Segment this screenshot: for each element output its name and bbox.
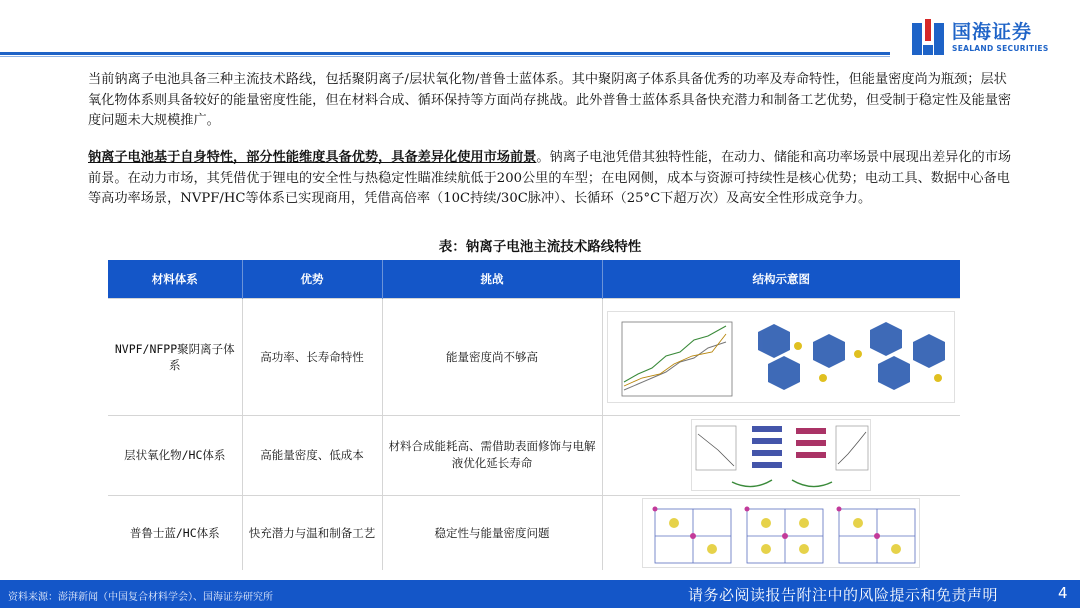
table-title: 表：钠离子电池主流技术路线特性 <box>438 239 642 255</box>
cell-advantage: 高能量密度、低成本 <box>242 415 382 495</box>
prussian-blue-structure-figure <box>642 498 920 568</box>
header-rule <box>0 52 890 55</box>
logo-english-text: SEALAND SECURITIES <box>952 44 1049 54</box>
header-challenge: 挑战 <box>382 260 602 298</box>
logo-mark-icon <box>912 19 946 57</box>
header-material: 材料体系 <box>108 260 242 298</box>
cell-challenge: 材料合成能耗高、需借助表面修饰与电解液优化延长寿命 <box>382 415 602 495</box>
table-row <box>108 495 960 570</box>
cell-advantage: 高功率、长寿命特性 <box>242 298 382 415</box>
table-row <box>108 415 960 495</box>
page-number: 4 <box>1058 584 1068 602</box>
header-structure: 结构示意图 <box>602 260 960 298</box>
paragraph-overview: 当前钠离子电池具备三种主流技术路线，包括聚阴离子/层状氧化物/普鲁士蓝体系。其中聚阴离子体系具备优秀的功率及寿命特性，但能量密度尚为瓶颈；层状氧化物体系则具备较好的能量密度性能，但在材料合成、循环保持等方面尚存挑战。此外普鲁士蓝体系具备快充潜力和制备工艺优势，但受制于稳定性及能量密度问题未大规模推广。 <box>88 72 1012 128</box>
header-rule-thin <box>0 56 890 57</box>
cell-figure <box>602 415 960 495</box>
cell-system: 层状氧化物/HC体系 <box>108 415 242 495</box>
paragraph-market <box>88 148 1018 210</box>
cell-system: 普鲁士蓝/HC体系 <box>108 495 242 570</box>
cell-challenge: 能量密度尚不够高 <box>382 298 602 415</box>
cell-advantage: 快充潜力与温和制备工艺 <box>242 495 382 570</box>
header-advantage: 优势 <box>242 260 382 298</box>
technology-table <box>108 260 960 570</box>
cell-figure <box>602 495 960 570</box>
footer-bar <box>0 580 1080 608</box>
paragraph-body: 。钠离子电池凭借其独特性能，在动力、储能和高功率场景中展现出差异化的市场前景。在动力市场，其凭借优于锂电的安全性与热稳定性瞄准续航低于200公里的车型；在电网侧，成本与资源可持续性是核心优势；电动工具、数据中心备电等高功率场景，NVPF/HC等体系已实现商用，凭借高倍率（10C持续/30C脉冲）、长循环（25°C下超万次）及高安全性形成竞争力。 <box>88 150 1012 206</box>
cell-figure <box>602 298 960 415</box>
table-row <box>108 298 960 415</box>
layered-oxide-structure-figure <box>691 419 871 491</box>
sealand-logo <box>912 16 1072 60</box>
cell-challenge: 稳定性与能量密度问题 <box>382 495 602 570</box>
polyanion-structure-figure <box>607 311 955 403</box>
cell-system: NVPF/NFPP聚阴离子体系 <box>108 298 242 415</box>
footer-source: 资料来源：澎湃新闻（中国复合材料学会）、国海证券研究所 <box>8 592 273 603</box>
logo-chinese-text: 国海证券 <box>952 21 1033 44</box>
paragraph-lead: 钠离子电池基于自身特性，部分性能维度具备优势，具备差异化使用市场前景 <box>88 150 537 165</box>
footer-disclaimer: 请务必阅读报告附注中的风险提示和免责声明 <box>688 586 999 604</box>
